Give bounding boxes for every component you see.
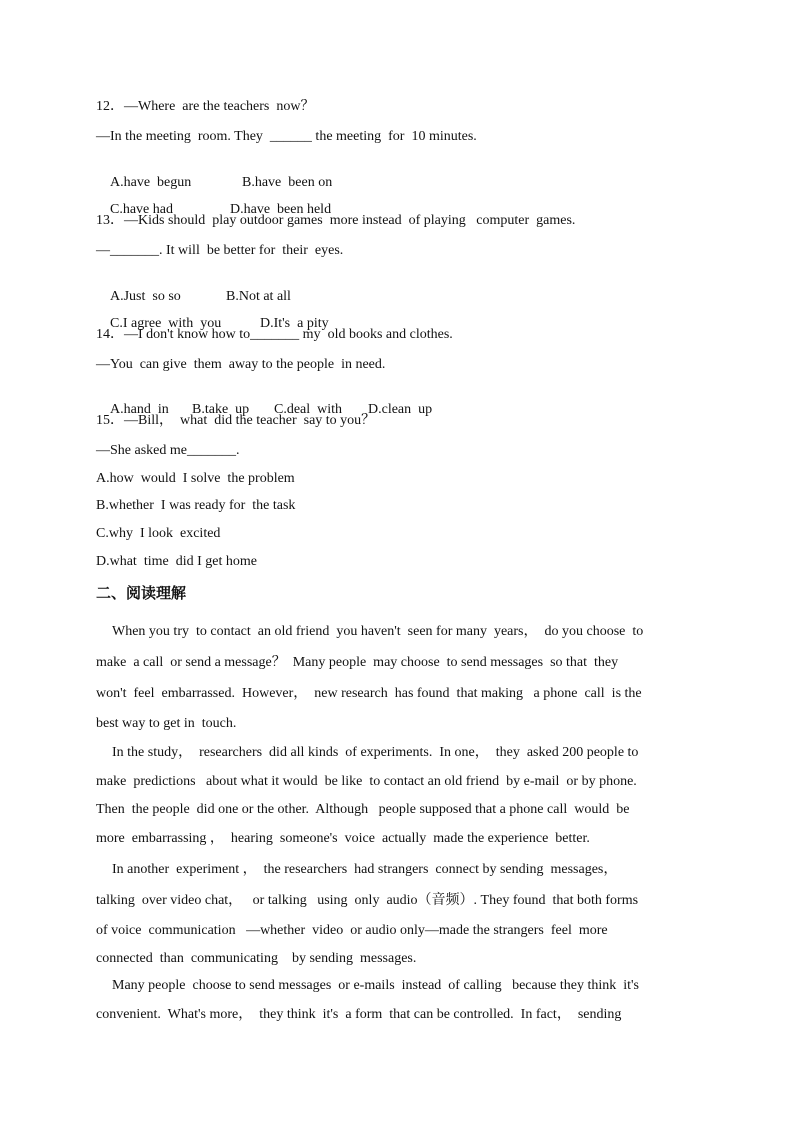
passage-line: best way to get in touch. (96, 716, 237, 731)
question-13-option-b: B.Not at all (226, 289, 291, 304)
question-15-option-b: B.whether I was ready for the task (96, 498, 296, 513)
question-14-option-c: C.deal with (274, 402, 343, 417)
passage-line: convenient. What's more， they think it's a form that can be controlled. In fact， sending (96, 1007, 622, 1022)
passage-line: Many people choose to send messages or e-mails instead of calling because they think it's (112, 978, 640, 993)
question-15-option-a: A.how would I solve the problem (96, 471, 295, 486)
question-12-option-b: B.have been on (242, 175, 333, 190)
passage-line: make predictions about what it would be like to contact an old friend by e-mail or by phone. (96, 774, 637, 789)
passage-line: talking over video chat， or talking using only audio（音频）. They found that both forms (96, 893, 639, 908)
passage-line: won't feel embarrassed. However， new research has found that making a phone call is the (96, 686, 642, 701)
question-12-prompt: 12．—Where are the teachers now？ (96, 99, 315, 114)
passage-line: Then the people did one or the other. Although people supposed that a phone call would be (96, 802, 630, 817)
question-12-option-a: A.have begun (110, 175, 192, 190)
passage-line: more embarrassing ， hearing someone's voice actually made the experience better. (96, 831, 590, 846)
question-13-response: —_______. It will be better for their eyes. (96, 243, 344, 258)
question-12-response: —In the meeting room. They ______ the meeting for 10 minutes. (96, 129, 477, 144)
question-13-prompt: 13．—Kids should play outdoor games more instead of playing computer games. (96, 213, 576, 228)
passage-line: connected than communicating by sending messages. (96, 951, 417, 966)
question-15-option-d: D.what time did I get home (96, 554, 257, 569)
passage-line: of voice communication —whether video or audio only—made the strangers feel more (96, 923, 608, 938)
question-15-option-c: C.why I look excited (96, 526, 221, 541)
passage-line: In the study， researchers did all kinds of experiments. In one， they asked 200 people to (112, 745, 639, 760)
question-12-option-c: C.have had (110, 202, 173, 217)
question-14-prompt: 14．—I don't know how to_______ my old books and clothes. (96, 327, 453, 342)
question-12-option-d: D.have been held (230, 202, 332, 217)
passage-line: When you try to contact an old friend you haven't seen for many years， do you choose to (112, 624, 644, 639)
question-13-option-a: A.Just so so (110, 289, 181, 304)
question-15-response: —She asked me_______. (96, 443, 240, 458)
question-14-option-b: B.take up (192, 402, 250, 417)
question-14-response: —You can give them away to the people in need. (96, 357, 386, 372)
question-14-option-a: A.hand in (110, 402, 169, 417)
question-13-option-d: D.It's a pity (260, 316, 329, 331)
question-15-prompt: 15．—Bill， what did the teacher say to you？ (96, 413, 376, 428)
question-13-option-c: C.I agree with you (110, 316, 222, 331)
question-14-option-d: D.clean up (368, 402, 433, 417)
passage-line: make a call or send a message？ Many people may choose to send messages so that they (96, 655, 619, 670)
section-heading: 二、阅读理解 (96, 585, 187, 602)
passage-line: In another experiment ， the researchers had strangers connect by sending messages， (112, 862, 618, 877)
